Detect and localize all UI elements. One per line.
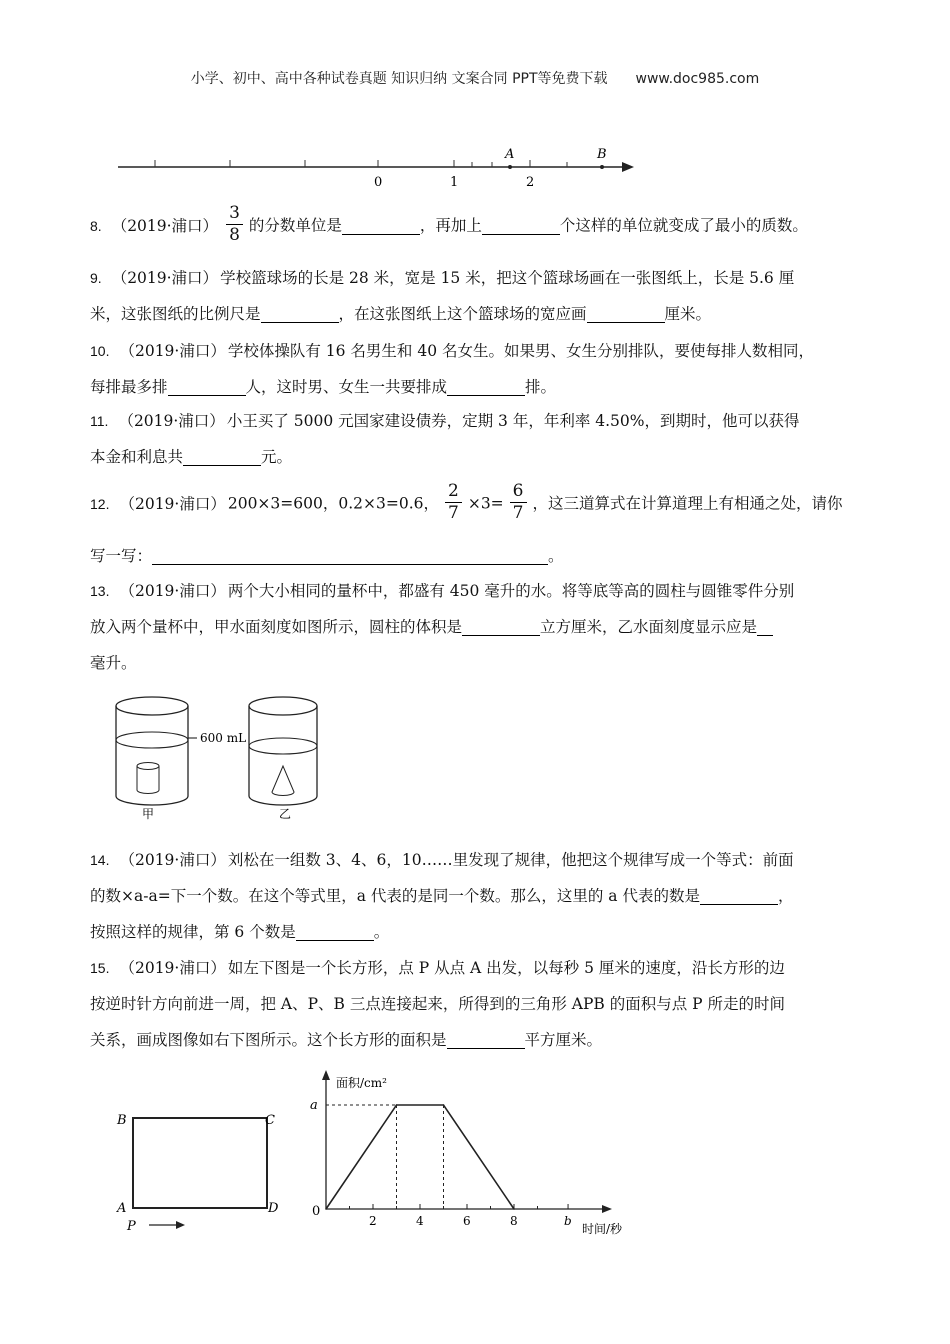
cup-right-rim xyxy=(249,697,317,715)
fraction-numerator: 2 xyxy=(448,481,459,501)
question-number: 10. xyxy=(90,343,110,359)
question-text: ，在这张图纸上这个篮球场的宽应画 xyxy=(338,305,587,323)
question-12-line2 xyxy=(90,538,868,574)
x-axis-label: 时间/秒 xyxy=(582,1222,623,1236)
fraction-numerator: 3 xyxy=(229,203,240,223)
answer-blank[interactable] xyxy=(168,377,246,396)
point-b-dot xyxy=(600,165,604,169)
fraction-3-8 xyxy=(226,205,243,244)
answer-blank[interactable] xyxy=(152,546,548,565)
fraction-denominator: 7 xyxy=(445,502,462,522)
question-source: （2019·浦口） xyxy=(119,494,226,513)
cup-left-rim xyxy=(116,697,188,715)
question-text: ×3= xyxy=(467,494,504,513)
rectangle-figure xyxy=(105,1100,295,1240)
question-15 xyxy=(90,950,868,1058)
question-source: （2019·浦口） xyxy=(119,342,226,360)
question-text: 个这样的单位就变成了最小的质数。 xyxy=(559,216,808,235)
measuring-cups-figure xyxy=(105,688,355,823)
question-14 xyxy=(90,842,868,950)
question-number: 12. xyxy=(90,495,110,512)
answer-blank[interactable] xyxy=(587,304,665,323)
question-text: 平方厘米。 xyxy=(524,1031,603,1049)
direction-arrow-head xyxy=(176,1221,185,1229)
cup-right-water-surface xyxy=(249,738,317,754)
question-12 xyxy=(90,481,868,524)
x-tick-label: 8 xyxy=(510,1214,518,1228)
x-tick-label: 6 xyxy=(463,1214,471,1228)
answer-blank[interactable] xyxy=(700,886,778,905)
header-slogan: 小学、初中、高中各种试卷真题 知识归纳 文案合同 PPT等免费下载 xyxy=(190,71,608,87)
cup-right-label: 乙 xyxy=(278,807,292,821)
series-line-area xyxy=(326,1105,514,1209)
question-9 xyxy=(90,260,868,332)
question-text: 立方厘米，乙水面刻度显示应是 xyxy=(540,618,758,636)
question-10 xyxy=(90,333,868,405)
question-text: 人，这时男、女生一共要排成 xyxy=(245,378,448,396)
question-text: 的分数单位是 xyxy=(248,216,342,235)
cup-left-base xyxy=(116,796,188,805)
question-8 xyxy=(90,203,868,246)
number-line-arrow xyxy=(622,162,634,172)
fraction-denominator: 8 xyxy=(226,224,243,244)
question-source: （2019·浦口） xyxy=(111,269,219,287)
question-number: 11. xyxy=(90,413,109,429)
question-text: 米，这张图纸的比例尺是 xyxy=(90,305,261,323)
question-source: （2019·浦口） xyxy=(119,851,226,869)
question-text: 本金和利息共 xyxy=(90,448,184,466)
question-number: 14. xyxy=(90,852,110,868)
fraction-6-7 xyxy=(510,483,527,522)
point-p-label: P xyxy=(127,1219,136,1234)
data-point xyxy=(325,1208,327,1210)
area-time-graph xyxy=(300,1065,630,1245)
fraction-numerator: 6 xyxy=(512,481,524,501)
origin-label: 0 xyxy=(312,1204,321,1219)
question-number: 9. xyxy=(90,270,102,286)
question-text: 学校篮球场的长是 28 米，宽是 15 米，把这个篮球场画在一张图纸上，长是 5.6 厘 xyxy=(220,269,795,287)
x-tick-label: 2 xyxy=(369,1214,377,1228)
cylinder-part-top xyxy=(137,763,159,770)
question-text: 。 xyxy=(373,923,390,941)
point-a-dot xyxy=(508,165,512,169)
x-axis-arrow xyxy=(602,1205,612,1213)
question-text: 排。 xyxy=(525,378,557,396)
question-source: （2019·浦口） xyxy=(119,582,226,600)
data-point xyxy=(513,1208,515,1210)
answer-blank[interactable] xyxy=(261,304,339,323)
cup-right-base xyxy=(249,796,317,805)
cup-left-mark-label: 600 mL xyxy=(200,731,247,745)
point-b-label: B xyxy=(597,147,607,162)
question-number: 8. xyxy=(90,217,102,234)
answer-blank[interactable] xyxy=(482,216,560,235)
question-source: （2019·浦口） xyxy=(118,412,225,430)
question-source: （2019·浦口） xyxy=(111,216,219,235)
question-13 xyxy=(90,573,868,681)
question-text: 刘松在一组数 3、4、6，10……里发现了规律，他把这个规律写成一个等式：前面 xyxy=(227,851,794,869)
fraction-denominator: 7 xyxy=(510,502,527,522)
page-header xyxy=(0,68,950,88)
y-tick-label: a xyxy=(310,1098,318,1113)
cup-left-water-surface xyxy=(116,732,188,748)
number-line-figure xyxy=(110,140,640,190)
question-text: 元。 xyxy=(261,448,293,466)
question-text: 。 xyxy=(548,547,564,565)
question-text: 厘米。 xyxy=(664,305,712,323)
question-text: 关系，画成图像如右下图所示。这个长方形的面积是 xyxy=(90,1031,447,1049)
y-axis-arrow xyxy=(322,1070,330,1080)
data-point xyxy=(443,1104,445,1106)
cone-part xyxy=(272,766,294,795)
question-text: 如左下图是一个长方形，点 P 从点 A 出发，以每秒 5 厘米的速度，沿长方形的边 xyxy=(227,959,785,977)
y-axis-label: 面积/cm² xyxy=(336,1076,387,1090)
x-tick-label: b xyxy=(564,1214,572,1228)
question-number: 13. xyxy=(90,583,110,599)
answer-blank[interactable] xyxy=(447,1030,525,1049)
question-number: 15. xyxy=(90,960,110,976)
question-11 xyxy=(90,403,868,475)
question-text: 200×3=600，0.2×3=0.6， xyxy=(227,494,439,513)
tick-label-2: 2 xyxy=(526,175,535,190)
question-text: 每排最多排 xyxy=(90,378,168,396)
fraction-2-7 xyxy=(445,483,462,522)
question-text: ，再加上 xyxy=(419,216,482,235)
question-text: 小王买了 5000 元国家建设债券，定期 3 年，年利率 4.50%，到期时，他可以获得 xyxy=(226,412,800,430)
answer-blank[interactable] xyxy=(447,377,525,396)
question-text: ， xyxy=(777,887,794,905)
question-text: 毫升。 xyxy=(90,654,137,672)
answer-blank[interactable] xyxy=(183,447,261,466)
rectangle-abcd xyxy=(133,1118,267,1208)
point-a-label: A xyxy=(505,147,515,162)
x-tick-label: 4 xyxy=(416,1214,424,1228)
cylinder-part-base xyxy=(137,790,159,794)
question-text: 按逆时针方向前进一周，把 A、P、B 三点连接起来，所得到的三角形 APB 的面积与点 P 所走的时间 xyxy=(90,995,786,1013)
question-text: 写一写： xyxy=(90,547,153,565)
cup-left-label: 甲 xyxy=(141,807,155,821)
question-text: 的数×a-a=下一个数。在这个等式里，a 代表的是同一个数。那么，这里的 a 代表的数是 xyxy=(90,887,700,905)
tick-label-0: 0 xyxy=(374,175,383,190)
question-text: ，这三道算式在计算道理上有相通之处，请你 xyxy=(532,494,843,513)
question-text: 放入两个量杯中，甲水面刻度如图所示，圆柱的体积是 xyxy=(90,618,463,636)
header-site: www.doc985.com xyxy=(635,71,760,87)
question-text: 学校体操队有 16 名男生和 40 名女生。如果男、女生分别排队，要使每排人数相同， xyxy=(227,342,815,360)
question-text: 按照这样的规律，第 6 个数是 xyxy=(90,923,296,941)
data-point xyxy=(396,1104,398,1106)
vertex-d-label: D xyxy=(268,1201,279,1216)
question-source: （2019·浦口） xyxy=(119,959,226,977)
vertex-c-label: C xyxy=(265,1113,275,1128)
tick-label-1: 1 xyxy=(450,175,459,190)
answer-blank[interactable] xyxy=(757,617,773,636)
answer-blank[interactable] xyxy=(296,922,374,941)
answer-blank[interactable] xyxy=(342,216,420,235)
vertex-b-label: B xyxy=(117,1113,127,1128)
vertex-a-label: A xyxy=(117,1201,127,1216)
answer-blank[interactable] xyxy=(462,617,540,636)
question-text: 两个大小相同的量杯中，都盛有 450 毫升的水。将等底等高的圆柱与圆锥零件分别 xyxy=(227,582,795,600)
